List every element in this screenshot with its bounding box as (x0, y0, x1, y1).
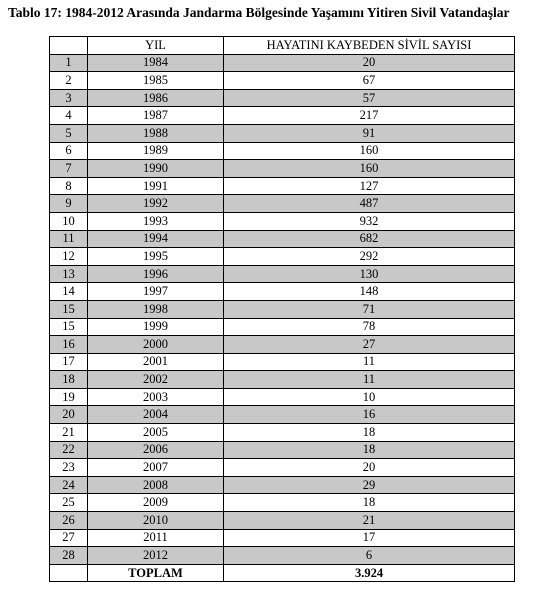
header-year: YIL (88, 37, 224, 55)
total-value: 3.924 (224, 564, 515, 582)
row-civilian-deaths: 160 (224, 142, 515, 160)
row-year: 1985 (88, 72, 224, 90)
table-row (50, 107, 515, 125)
row-year: 2006 (88, 441, 224, 459)
table-row (50, 512, 515, 530)
table-row (50, 195, 515, 213)
row-year: 2007 (88, 459, 224, 477)
row-year: 2000 (88, 336, 224, 354)
row-index: 22 (50, 441, 88, 459)
row-year: 2005 (88, 424, 224, 442)
row-index: 16 (50, 336, 88, 354)
table-row (50, 283, 515, 301)
row-index: 15 (50, 318, 88, 336)
table-row (50, 441, 515, 459)
row-index: 17 (50, 353, 88, 371)
row-year: 1999 (88, 318, 224, 336)
row-civilian-deaths: 67 (224, 72, 515, 90)
table-row (50, 388, 515, 406)
total-index (50, 564, 88, 582)
row-civilian-deaths: 57 (224, 89, 515, 107)
row-year: 2008 (88, 476, 224, 494)
table-row (50, 318, 515, 336)
table-row (50, 300, 515, 318)
row-year: 1991 (88, 177, 224, 195)
row-index: 11 (50, 230, 88, 248)
row-civilian-deaths: 16 (224, 406, 515, 424)
row-year: 1992 (88, 195, 224, 213)
row-civilian-deaths: 292 (224, 248, 515, 266)
table-row (50, 371, 515, 389)
row-civilian-deaths: 20 (224, 459, 515, 477)
row-year: 1995 (88, 248, 224, 266)
row-year: 2010 (88, 512, 224, 530)
row-year: 2002 (88, 371, 224, 389)
row-year: 1997 (88, 283, 224, 301)
row-year: 1996 (88, 265, 224, 283)
row-index: 15 (50, 300, 88, 318)
row-civilian-deaths: 71 (224, 300, 515, 318)
row-civilian-deaths: 160 (224, 160, 515, 178)
row-civilian-deaths: 6 (224, 547, 515, 565)
row-year: 2004 (88, 406, 224, 424)
row-civilian-deaths: 932 (224, 212, 515, 230)
row-index: 23 (50, 459, 88, 477)
row-civilian-deaths: 487 (224, 195, 515, 213)
row-year: 1990 (88, 160, 224, 178)
header-index (50, 37, 88, 55)
row-civilian-deaths: 21 (224, 512, 515, 530)
row-civilian-deaths: 78 (224, 318, 515, 336)
total-row (50, 564, 515, 582)
row-year: 2012 (88, 547, 224, 565)
row-civilian-deaths: 29 (224, 476, 515, 494)
row-index: 24 (50, 476, 88, 494)
table-row (50, 353, 515, 371)
row-civilian-deaths: 11 (224, 371, 515, 389)
row-index: 5 (50, 124, 88, 142)
row-index: 21 (50, 424, 88, 442)
row-civilian-deaths: 91 (224, 124, 515, 142)
row-index: 9 (50, 195, 88, 213)
row-index: 27 (50, 529, 88, 547)
row-civilian-deaths: 18 (224, 494, 515, 512)
table-row (50, 142, 515, 160)
table-row (50, 212, 515, 230)
row-year: 1998 (88, 300, 224, 318)
row-year: 2011 (88, 529, 224, 547)
table-row (50, 160, 515, 178)
row-year: 1984 (88, 54, 224, 72)
row-index: 6 (50, 142, 88, 160)
row-civilian-deaths: 17 (224, 529, 515, 547)
row-civilian-deaths: 682 (224, 230, 515, 248)
table-caption: Tablo 17: 1984-2012 Arasında Jandarma Bölgesinde Yaşamını Yitiren Sivil Vatandaşlar (8, 5, 510, 20)
table-row (50, 424, 515, 442)
total-label: TOPLAM (88, 564, 224, 582)
row-civilian-deaths: 127 (224, 177, 515, 195)
row-index: 4 (50, 107, 88, 125)
row-year: 2003 (88, 388, 224, 406)
row-index: 7 (50, 160, 88, 178)
row-index: 18 (50, 371, 88, 389)
row-civilian-deaths: 27 (224, 336, 515, 354)
row-index: 12 (50, 248, 88, 266)
row-civilian-deaths: 20 (224, 54, 515, 72)
row-civilian-deaths: 11 (224, 353, 515, 371)
table-row (50, 54, 515, 72)
row-year: 1993 (88, 212, 224, 230)
table-row (50, 459, 515, 477)
row-year: 2009 (88, 494, 224, 512)
row-index: 28 (50, 547, 88, 565)
row-index: 3 (50, 89, 88, 107)
table-row (50, 406, 515, 424)
table-row (50, 476, 515, 494)
row-index: 8 (50, 177, 88, 195)
row-civilian-deaths: 10 (224, 388, 515, 406)
header-civilian-deaths: HAYATINI KAYBEDEN SİVİL SAYISI (224, 37, 515, 55)
row-year: 1987 (88, 107, 224, 125)
table-row (50, 89, 515, 107)
table-row (50, 124, 515, 142)
row-year: 1988 (88, 124, 224, 142)
table-row (50, 230, 515, 248)
row-year: 1989 (88, 142, 224, 160)
row-civilian-deaths: 217 (224, 107, 515, 125)
table-row (50, 177, 515, 195)
row-civilian-deaths: 130 (224, 265, 515, 283)
row-civilian-deaths: 148 (224, 283, 515, 301)
row-index: 1 (50, 54, 88, 72)
row-index: 13 (50, 265, 88, 283)
table-row (50, 336, 515, 354)
row-index: 26 (50, 512, 88, 530)
row-index: 10 (50, 212, 88, 230)
row-civilian-deaths: 18 (224, 441, 515, 459)
row-year: 2001 (88, 353, 224, 371)
row-index: 14 (50, 283, 88, 301)
table-row (50, 72, 515, 90)
table-row (50, 494, 515, 512)
row-index: 19 (50, 388, 88, 406)
row-civilian-deaths: 18 (224, 424, 515, 442)
table-header-row (50, 37, 515, 55)
table-row (50, 248, 515, 266)
row-index: 2 (50, 72, 88, 90)
table-row (50, 547, 515, 565)
table-row (50, 529, 515, 547)
row-index: 20 (50, 406, 88, 424)
row-year: 1986 (88, 89, 224, 107)
row-index: 25 (50, 494, 88, 512)
table-row (50, 265, 515, 283)
row-year: 1994 (88, 230, 224, 248)
civilian-deaths-table (49, 36, 515, 582)
